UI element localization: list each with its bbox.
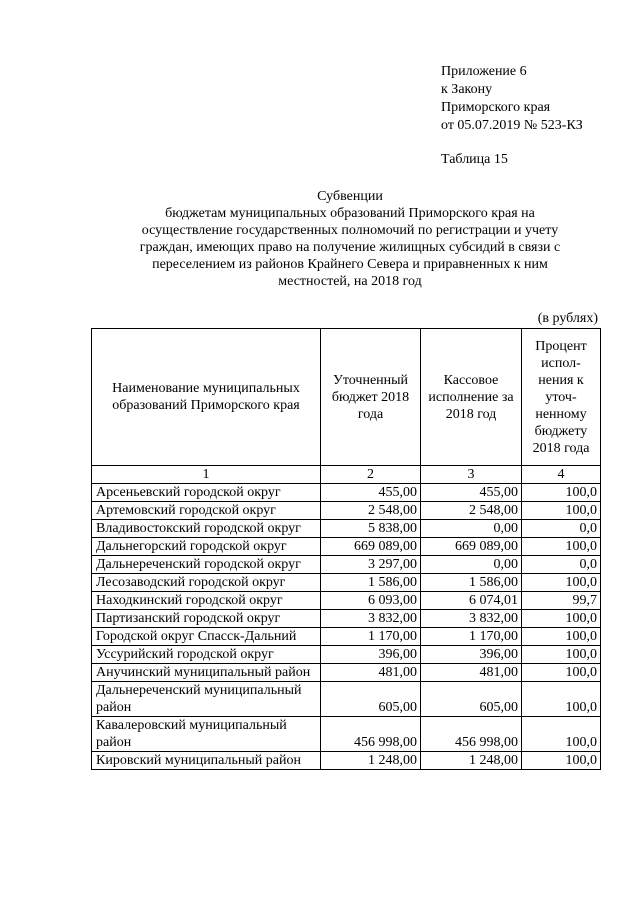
executed-value: 455,00: [421, 484, 522, 502]
executed-value: 1 170,00: [421, 628, 522, 646]
table-row: [92, 752, 601, 770]
column-header-percent: Процент испол-нения к уточ-ненному бюджету 2018 года: [522, 329, 601, 466]
percent-value: 100,0: [522, 502, 601, 520]
column-number: 1: [92, 466, 321, 484]
column-header-budget: Уточненный бюджет 2018 года: [321, 329, 421, 466]
percent-value: 100,0: [522, 538, 601, 556]
column-header-executed: Кассовое исполнение за 2018 год: [421, 329, 522, 466]
column-header-name: Наименование муниципальных образований Приморского края: [92, 329, 321, 466]
appendix-block: [441, 63, 583, 135]
percent-value: 100,0: [522, 682, 601, 717]
budget-value: 6 093,00: [321, 592, 421, 610]
appendix-line: Приложение 6: [441, 64, 527, 79]
table-row: [92, 664, 601, 682]
table-row: [92, 556, 601, 574]
executed-value: 396,00: [421, 646, 522, 664]
appendix-line: Приморского края: [441, 100, 551, 115]
title-line: осуществление государственных полномочий по регистрации и учету: [141, 223, 559, 238]
budget-value: 456 998,00: [321, 717, 421, 752]
budget-value: 669 089,00: [321, 538, 421, 556]
municipality-name: Дальнегорский городской округ: [92, 538, 321, 556]
executed-value: 0,00: [421, 556, 522, 574]
municipality-name: Дальнереченский городской округ: [92, 556, 321, 574]
title-line: граждан, имеющих право на получение жилищных субсидий в связи с: [139, 240, 561, 255]
table-row: [92, 592, 601, 610]
title-line: Субвенции: [317, 189, 383, 204]
title-line: бюджетам муниципальных образований Приморского края на: [165, 206, 535, 221]
executed-value: 1 248,00: [421, 752, 522, 770]
municipality-name: Кавалеровский муниципальный район: [92, 717, 321, 752]
percent-value: 99,7: [522, 592, 601, 610]
document-title: [90, 188, 610, 290]
municipality-name: Лесозаводский городской округ: [92, 574, 321, 592]
executed-value: 456 998,00: [421, 717, 522, 752]
percent-value: 100,0: [522, 628, 601, 646]
budget-value: 1 170,00: [321, 628, 421, 646]
budget-value: 1 248,00: [321, 752, 421, 770]
table-number: Таблица 15: [441, 152, 508, 167]
table-row: [92, 520, 601, 538]
executed-value: 0,00: [421, 520, 522, 538]
table-row: [92, 574, 601, 592]
municipality-name: Анучинский муниципальный район: [92, 664, 321, 682]
table-row: [92, 682, 601, 717]
budget-value: 481,00: [321, 664, 421, 682]
budget-value: 605,00: [321, 682, 421, 717]
column-number: 4: [522, 466, 601, 484]
column-number-row: [92, 466, 601, 484]
executed-value: 6 074,01: [421, 592, 522, 610]
municipality-name: Арсеньевский городской округ: [92, 484, 321, 502]
budget-value: 5 838,00: [321, 520, 421, 538]
municipality-name: Дальнереченский муниципальный район: [92, 682, 321, 717]
table-row: [92, 538, 601, 556]
budget-value: 396,00: [321, 646, 421, 664]
column-number: 2: [321, 466, 421, 484]
table-row: [92, 646, 601, 664]
column-number: 3: [421, 466, 522, 484]
executed-value: 3 832,00: [421, 610, 522, 628]
units-label: (в рублях): [537, 311, 598, 326]
subventions-table: [91, 328, 601, 770]
municipality-name: Городской округ Спасск-Дальний: [92, 628, 321, 646]
title-line: переселением из районов Крайнего Севера и приравненных к ним: [152, 257, 548, 272]
budget-value: 455,00: [321, 484, 421, 502]
appendix-line: к Закону: [441, 82, 493, 97]
municipality-name: Уссурийский городской округ: [92, 646, 321, 664]
title-line: местностей, на 2018 год: [278, 274, 422, 289]
municipality-name: Кировский муниципальный район: [92, 752, 321, 770]
percent-value: 100,0: [522, 717, 601, 752]
budget-value: 1 586,00: [321, 574, 421, 592]
table-header-row: [92, 329, 601, 466]
executed-value: 669 089,00: [421, 538, 522, 556]
table-row: [92, 610, 601, 628]
executed-value: 1 586,00: [421, 574, 522, 592]
municipality-name: Находкинский городской округ: [92, 592, 321, 610]
municipality-name: Владивостокский городской округ: [92, 520, 321, 538]
table-row: [92, 717, 601, 752]
percent-value: 100,0: [522, 752, 601, 770]
percent-value: 100,0: [522, 664, 601, 682]
percent-value: 0,0: [522, 556, 601, 574]
municipality-name: Партизанский городской округ: [92, 610, 321, 628]
budget-value: 3 297,00: [321, 556, 421, 574]
budget-value: 2 548,00: [321, 502, 421, 520]
table-row: [92, 628, 601, 646]
percent-value: 100,0: [522, 610, 601, 628]
percent-value: 100,0: [522, 484, 601, 502]
municipality-name: Артемовский городской округ: [92, 502, 321, 520]
executed-value: 605,00: [421, 682, 522, 717]
percent-value: 100,0: [522, 574, 601, 592]
executed-value: 2 548,00: [421, 502, 522, 520]
percent-value: 0,0: [522, 520, 601, 538]
appendix-line: от 05.07.2019 № 523-КЗ: [441, 118, 583, 133]
table-row: [92, 502, 601, 520]
table-row: [92, 484, 601, 502]
percent-value: 100,0: [522, 646, 601, 664]
budget-value: 3 832,00: [321, 610, 421, 628]
executed-value: 481,00: [421, 664, 522, 682]
